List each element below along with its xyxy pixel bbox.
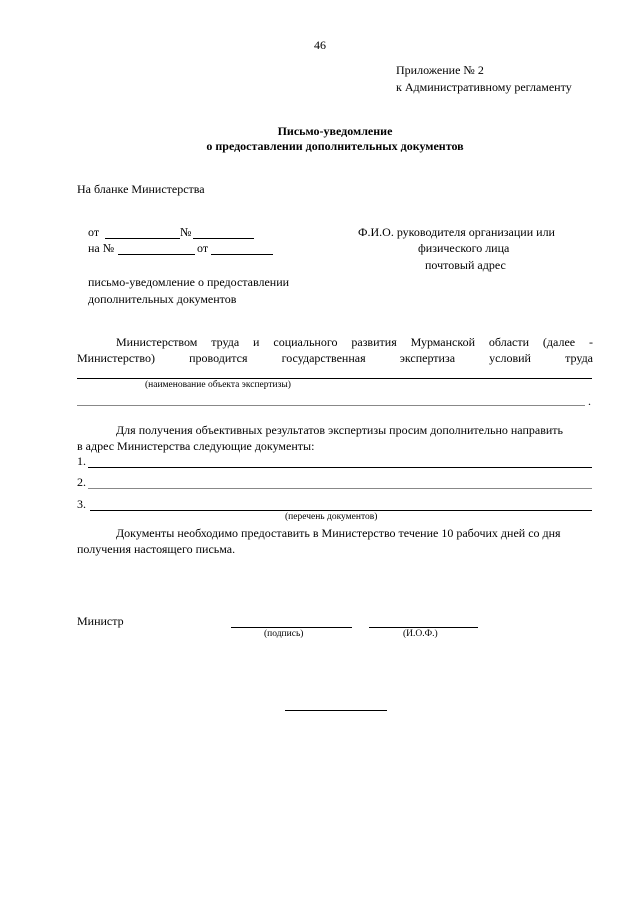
letterhead-note: На бланке Министерства: [77, 182, 205, 196]
paragraph-2-line-1: Для получения объективных результатов экспертизы просим дополнительно направить: [116, 423, 564, 437]
paragraph-3-line-1: Документы необходимо предоставить в Министерство течение 10 рабочих дней со дня: [116, 526, 561, 540]
paragraph-1-line-1: Министерством труда и социального развития Мурманской области (далее -: [116, 335, 593, 349]
name-line: [369, 627, 478, 628]
paragraph-1-line-2: Министерство) проводится государственная экспертиза условий труда: [77, 351, 593, 365]
appendix-line-1: Приложение № 2: [396, 63, 484, 77]
signature-caption: (подпись): [264, 629, 304, 639]
document-item-3-line: [90, 510, 592, 511]
ref-ot-label: от: [88, 225, 100, 239]
subject-line-2: дополнительных документов: [88, 292, 237, 306]
document-item-1-line: [88, 467, 592, 468]
ref-ot2-label: от: [197, 241, 209, 255]
ref-ot2-line: [211, 254, 273, 255]
expertise-object-caption: (наименование объекта экспертизы): [145, 380, 291, 390]
subject-line-1: письмо-уведомление о предоставлении: [88, 275, 290, 289]
ref-na-no-line: [118, 254, 195, 255]
paragraph-3-line-2: получения настоящего письма.: [77, 542, 236, 556]
ref-number-label: №: [180, 225, 192, 239]
appendix-line-2: к Административному регламенту: [396, 80, 572, 94]
signatory-position: Министр: [77, 614, 124, 628]
ref-date-line: [105, 238, 180, 239]
document-item-1-number: 1.: [77, 454, 86, 468]
ref-number-line: [193, 238, 254, 239]
paragraph-2-line-2: в адрес Министерства следующие документы:: [77, 439, 315, 453]
name-caption: (И.О.Ф.): [403, 629, 438, 639]
document-item-3-number: 3.: [77, 497, 86, 511]
title-line-1: Письмо-уведомление: [277, 124, 393, 138]
documents-caption: (перечень документов): [285, 512, 378, 522]
expertise-object-end: .: [588, 394, 591, 408]
ref-na-no-label: на №: [88, 241, 115, 255]
signature-line: [231, 627, 352, 628]
title-line-2: о предоставлении дополнительных документов: [206, 139, 464, 153]
addressee-line-3: почтовый адрес: [425, 258, 506, 272]
expertise-object-line-2: [77, 405, 585, 406]
closing-separator: [285, 710, 387, 711]
page-number: 46: [314, 38, 326, 52]
addressee-line-1: Ф.И.О. руководителя организации или: [358, 225, 555, 239]
expertise-object-line: [77, 378, 592, 379]
document-item-2-line: [88, 488, 592, 489]
document-item-2-number: 2.: [77, 475, 86, 489]
addressee-line-2: физического лица: [418, 241, 510, 255]
